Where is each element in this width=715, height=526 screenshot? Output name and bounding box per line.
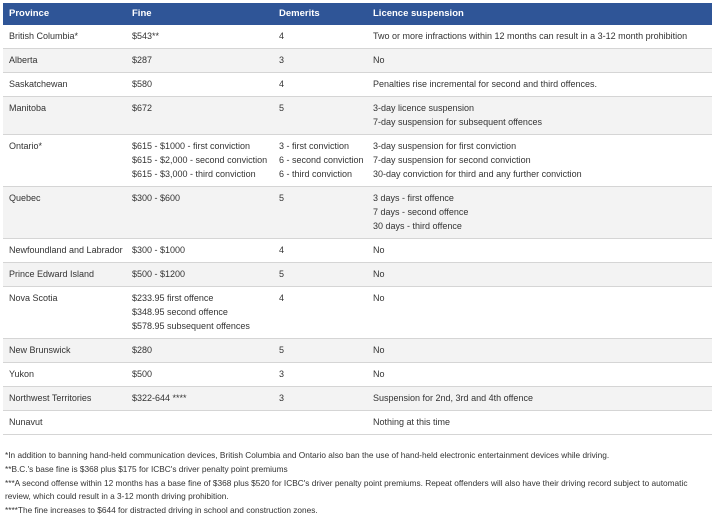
demerits-line: 3	[279, 55, 285, 65]
cell-licence-suspension	[367, 25, 712, 49]
demerits-line: 3	[279, 369, 285, 379]
suspension-line: 30 days - third offence	[373, 221, 462, 231]
suspension-line: Nothing at this time	[373, 417, 451, 427]
cell-licence-suspension	[367, 73, 712, 97]
cell-province	[3, 363, 126, 387]
header-row	[3, 3, 712, 25]
cell-licence-suspension	[367, 239, 712, 263]
suspension-line: 3-day licence suspension	[373, 103, 475, 113]
cell-licence-suspension	[367, 363, 712, 387]
cell-demerits	[273, 387, 367, 411]
table-row	[3, 73, 712, 97]
fine-line: $543**	[132, 31, 160, 41]
cell-fine	[126, 187, 273, 239]
cell-province	[3, 339, 126, 363]
cell-fine	[126, 49, 273, 73]
suspension-line: 7 days - second offence	[373, 207, 469, 217]
demerits-line: 5	[279, 345, 285, 355]
demerits-line: 6 - second conviction	[279, 155, 364, 165]
footnotes	[5, 449, 710, 518]
cell-licence-suspension	[367, 287, 712, 339]
fine-line: $615 - $1000 - first conviction	[132, 141, 251, 151]
cell-province	[3, 187, 126, 239]
suspension-line: No	[373, 345, 385, 355]
header-licence-suspension: Licence suspension	[367, 3, 712, 25]
cell-fine	[126, 287, 273, 339]
cell-province	[3, 263, 126, 287]
cell-fine	[126, 73, 273, 97]
cell-fine	[126, 363, 273, 387]
fine-line: $233.95 first offence	[132, 293, 214, 303]
suspension-line: No	[373, 293, 385, 303]
cell-demerits	[273, 49, 367, 73]
fine-line: $672	[132, 103, 153, 113]
footnote: ***A second offense within 12 months has a base fine of $368 plus $520 for ICBC's driver penalty point premiums. Repeat offenders will also have their driving record subject to automatic review, which could result in a 3-12 month driving prohibition.	[5, 478, 688, 501]
province-name: New Brunswick	[9, 345, 71, 355]
cell-province	[3, 49, 126, 73]
demerits-line: 4	[279, 79, 285, 89]
fine-line: $615 - $3,000 - third conviction	[132, 169, 256, 179]
cell-demerits	[273, 239, 367, 263]
cell-demerits	[273, 135, 367, 187]
table-row	[3, 135, 712, 187]
province-name: Saskatchewan	[9, 79, 68, 89]
header-fine: Fine	[126, 3, 273, 25]
demerits-line: 4	[279, 31, 285, 41]
table-row	[3, 239, 712, 263]
cell-demerits	[273, 25, 367, 49]
suspension-line: No	[373, 55, 385, 65]
province-name: British Columbia*	[9, 31, 79, 41]
cell-demerits	[273, 187, 367, 239]
table-header	[3, 3, 712, 25]
cell-province	[3, 97, 126, 135]
cell-licence-suspension	[367, 263, 712, 287]
cell-demerits	[273, 339, 367, 363]
cell-fine	[126, 263, 273, 287]
suspension-line: Penalties rise incremental for second and third offences.	[373, 79, 597, 89]
fine-line: $280	[132, 345, 153, 355]
cell-province	[3, 287, 126, 339]
suspension-line: 30-day conviction for third and any further conviction	[373, 169, 582, 179]
fine-line: $615 - $2,000 - second conviction	[132, 155, 268, 165]
cell-fine	[126, 411, 273, 435]
demerits-line: 3 - first conviction	[279, 141, 350, 151]
fine-line: $578.95 subsequent offences	[132, 321, 250, 331]
province-name: Manitoba	[9, 103, 47, 113]
table-row	[3, 411, 712, 435]
demerits-line: 5	[279, 103, 285, 113]
cell-demerits	[273, 73, 367, 97]
fine-line: $322-644 ****	[132, 393, 187, 403]
suspension-line: 3 days - first offence	[373, 193, 454, 203]
cell-province	[3, 387, 126, 411]
province-name: Nunavut	[9, 417, 43, 427]
table-row	[3, 363, 712, 387]
cell-fine	[126, 25, 273, 49]
suspension-line: 3-day suspension for first conviction	[373, 141, 517, 151]
suspension-line: No	[373, 269, 385, 279]
cell-demerits	[273, 363, 367, 387]
table-row	[3, 339, 712, 363]
footnote: ****The fine increases to $644 for distracted driving in school and construction zones.	[5, 504, 318, 515]
cell-province	[3, 25, 126, 49]
province-name: Yukon	[9, 369, 35, 379]
cell-licence-suspension	[367, 135, 712, 187]
table-row	[3, 187, 712, 239]
suspension-line: 7-day suspension for subsequent offences	[373, 117, 542, 127]
province-name: Nova Scotia	[9, 293, 58, 303]
demerits-line: 3	[279, 393, 285, 403]
cell-fine	[126, 339, 273, 363]
suspension-line: Two or more infractions within 12 months can result in a 3-12 month prohibition	[373, 31, 688, 41]
cell-licence-suspension	[367, 49, 712, 73]
province-name: Prince Edward Island	[9, 269, 95, 279]
cell-fine	[126, 387, 273, 411]
fine-line: $287	[132, 55, 153, 65]
fine-line: $300 - $1000	[132, 245, 186, 255]
suspension-line: 7-day suspension for second conviction	[373, 155, 531, 165]
cell-demerits	[273, 287, 367, 339]
cell-fine	[126, 135, 273, 187]
province-name: Newfoundland and Labrador	[9, 245, 123, 255]
table-body	[3, 25, 712, 435]
footnote: **B.C.'s base fine is $368 plus $175 for ICBC's driver penalty point premiums	[5, 464, 288, 475]
cell-fine	[126, 97, 273, 135]
table-row	[3, 263, 712, 287]
fine-line: $300 - $600	[132, 193, 181, 203]
table-row	[3, 387, 712, 411]
cell-licence-suspension	[367, 339, 712, 363]
cell-province	[3, 239, 126, 263]
province-name: Alberta	[9, 55, 38, 65]
cell-licence-suspension	[367, 187, 712, 239]
table-row	[3, 287, 712, 339]
distracted-driving-penalties-table	[3, 3, 712, 435]
cell-demerits	[273, 263, 367, 287]
fine-line: $500 - $1200	[132, 269, 186, 279]
cell-demerits	[273, 97, 367, 135]
cell-province	[3, 135, 126, 187]
demerits-line: 4	[279, 245, 285, 255]
fine-line: $348.95 second offence	[132, 307, 228, 317]
cell-fine	[126, 239, 273, 263]
province-name: Quebec	[9, 193, 41, 203]
cell-licence-suspension	[367, 411, 712, 435]
demerits-line: 5	[279, 269, 285, 279]
demerits-line: 4	[279, 293, 285, 303]
table-row	[3, 49, 712, 73]
fine-line: $580	[132, 79, 153, 89]
cell-province	[3, 411, 126, 435]
suspension-line: No	[373, 245, 385, 255]
demerits-line: 6 - third conviction	[279, 169, 353, 179]
header-demerits: Demerits	[273, 3, 367, 25]
cell-licence-suspension	[367, 387, 712, 411]
penalties-table-container	[3, 3, 712, 435]
fine-line: $500	[132, 369, 153, 379]
province-name: Ontario*	[9, 141, 43, 151]
footnote: *In addition to banning hand-held communication devices, British Columbia and Ontario also ban the use of hand-held electronic entertainment devices while driving.	[5, 450, 610, 460]
demerits-line: 5	[279, 193, 285, 203]
suspension-line: No	[373, 369, 385, 379]
table-row	[3, 97, 712, 135]
cell-province	[3, 73, 126, 97]
province-name: Northwest Territories	[9, 393, 92, 403]
suspension-line: Suspension for 2nd, 3rd and 4th offence	[373, 393, 533, 403]
cell-demerits	[273, 411, 367, 435]
table-row	[3, 25, 712, 49]
cell-licence-suspension	[367, 97, 712, 135]
header-province: Province	[3, 3, 126, 25]
